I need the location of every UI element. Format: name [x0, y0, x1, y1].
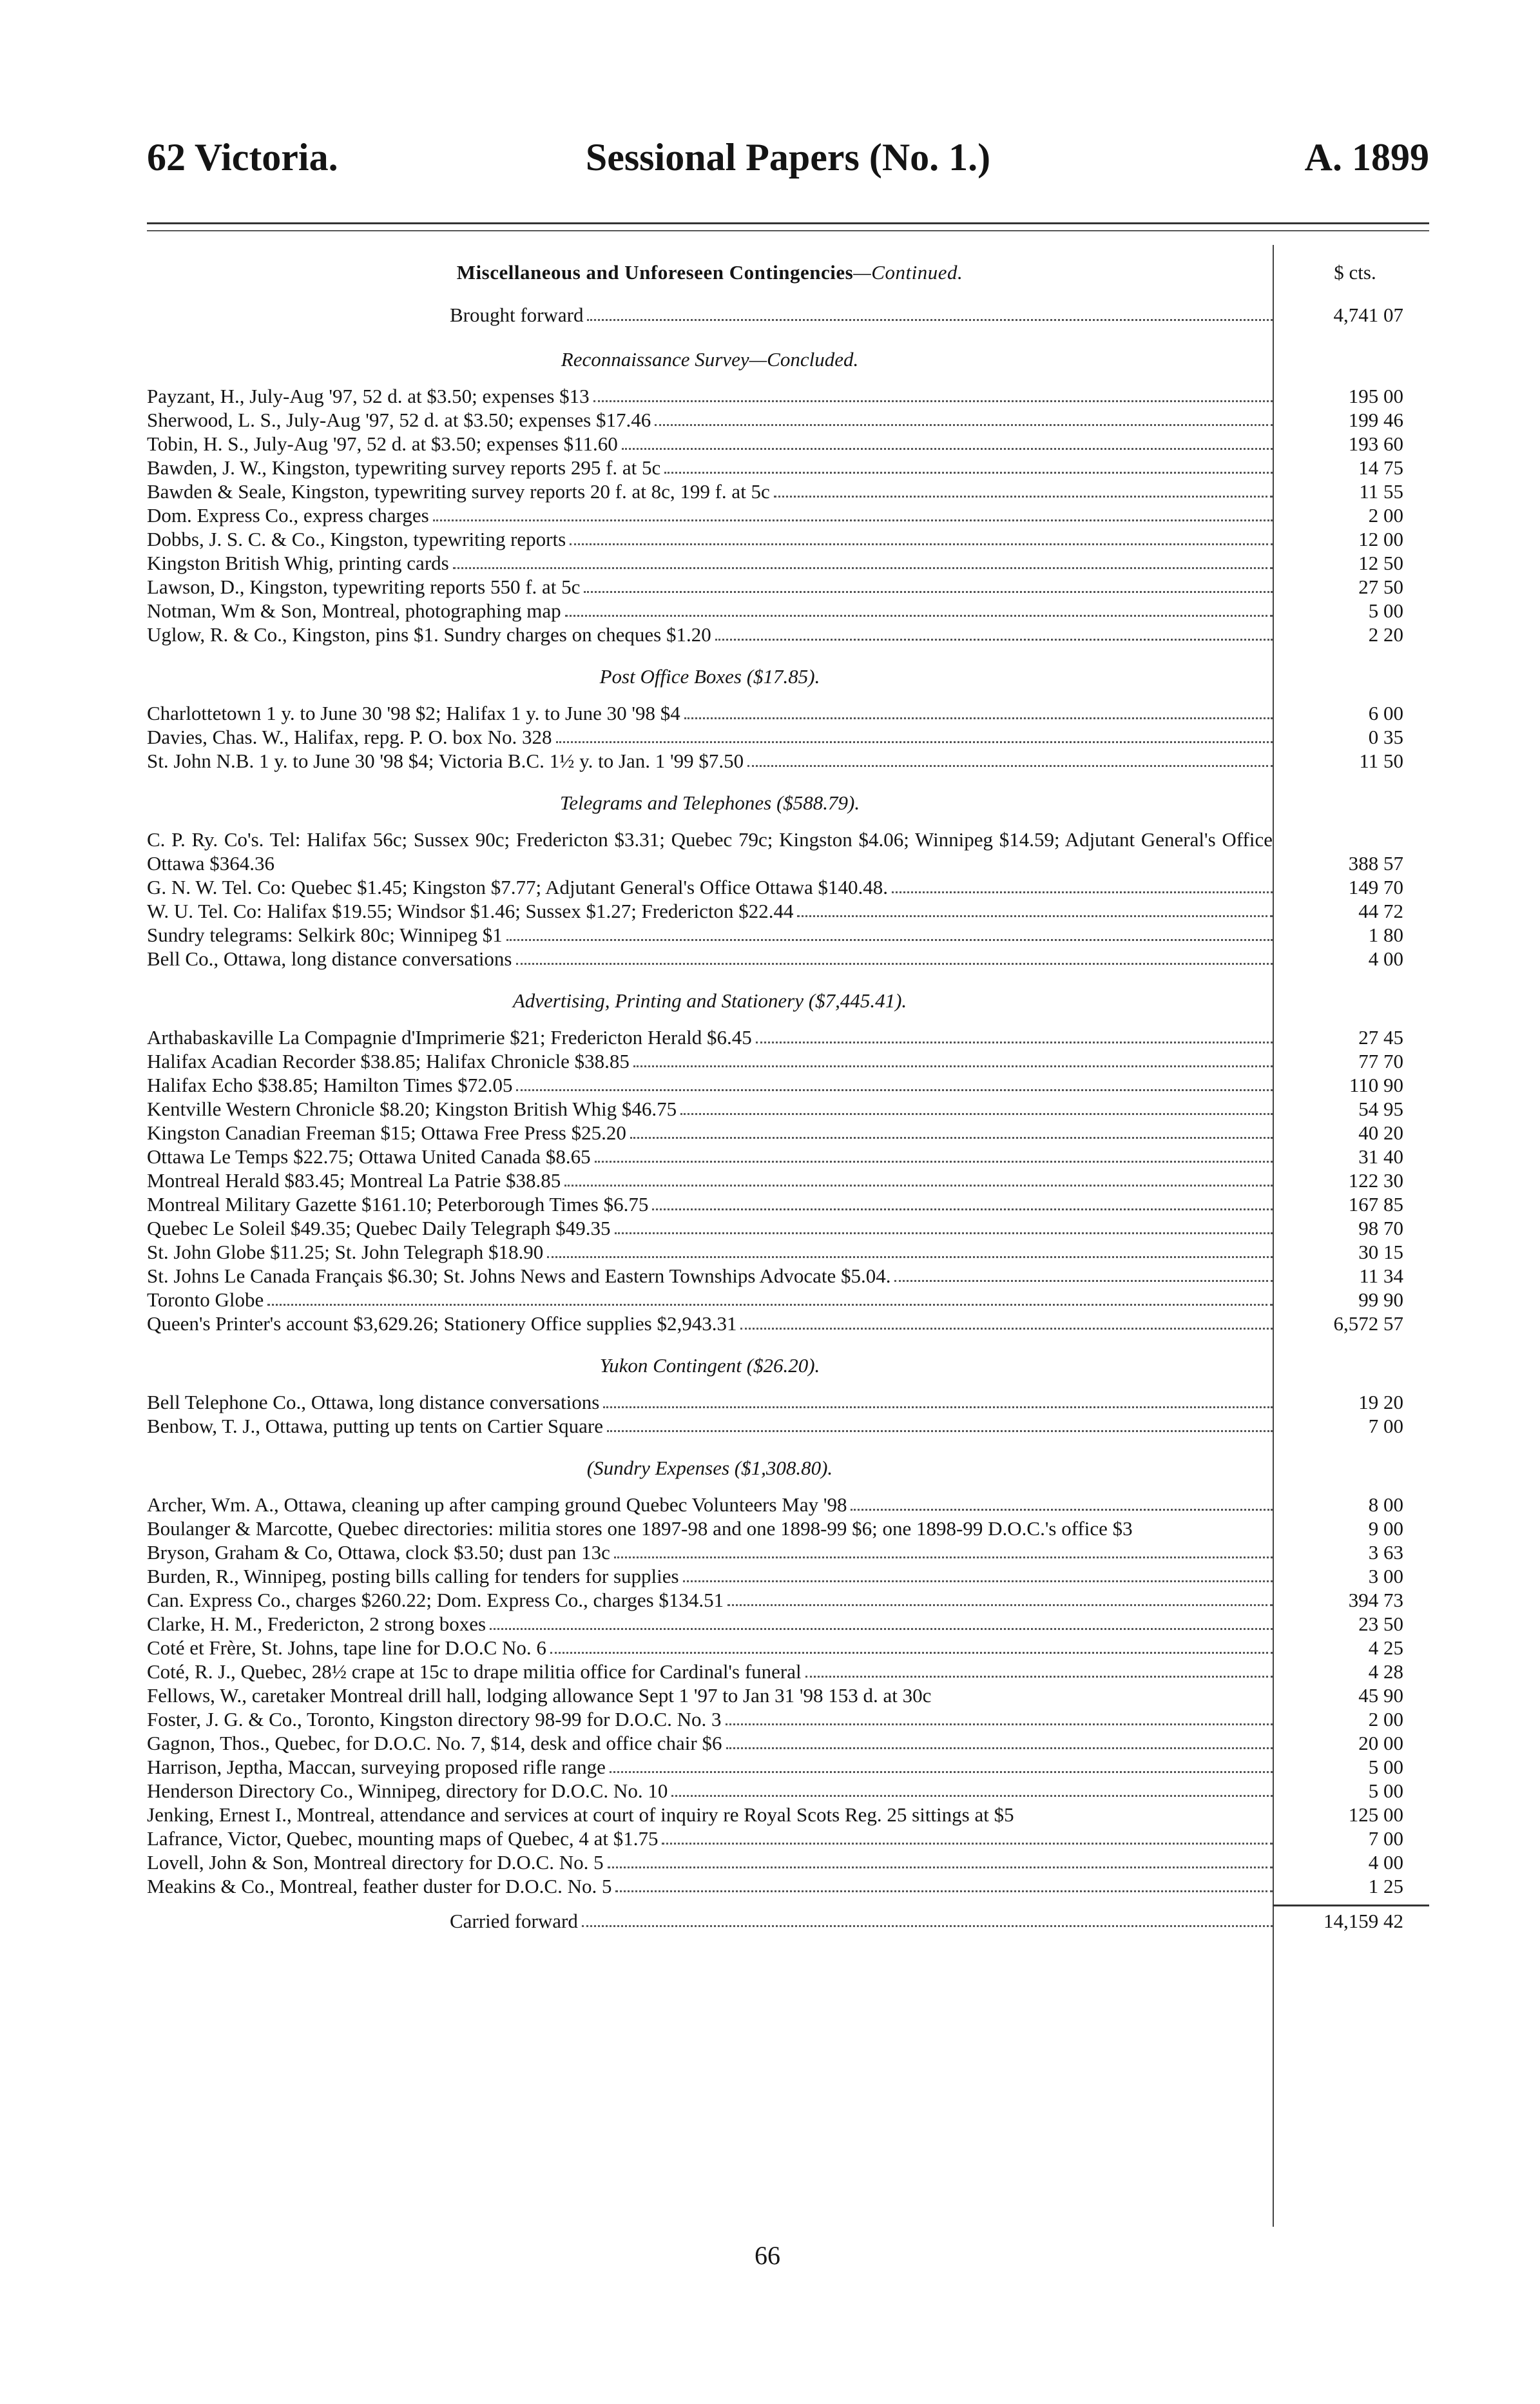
entry-description: Halifax Echo $38.85; Hamilton Times $72.05	[147, 1074, 513, 1096]
entry-description: G. N. W. Tel. Co: Quebec $1.45; Kingston $7.77; Adjutant General's Office Ottawa $140.48.	[147, 876, 888, 898]
dot-leader	[652, 1208, 1273, 1210]
entry-row	[147, 947, 1429, 971]
dot-leader	[565, 615, 1273, 617]
entry-description: Coté et Frère, St. Johns, tape line for D.O.C No. 6	[147, 1636, 546, 1659]
column-header-unit: $ cts.	[1334, 261, 1376, 284]
entry-row	[147, 599, 1429, 623]
page-header	[147, 135, 1429, 180]
entry-amount: 12 50	[1358, 552, 1403, 574]
entry-amount: 193 60	[1348, 432, 1403, 455]
entry-amount: 31 40	[1358, 1145, 1403, 1168]
entry-row	[147, 1803, 1429, 1827]
entry-description: W. U. Tel. Co: Halifax $19.55; Windsor $1.46; Sussex $1.27; Fredericton $22.44	[147, 900, 794, 922]
entry-row	[147, 1240, 1429, 1264]
entry-row	[147, 1390, 1429, 1414]
entry-row	[147, 527, 1429, 551]
entry-row	[147, 1414, 1429, 1438]
entry-row	[147, 1612, 1429, 1636]
dot-leader	[671, 1795, 1273, 1797]
entry-description: Lafrance, Victor, Quebec, mounting maps of Quebec, 4 at $1.75	[147, 1827, 659, 1850]
entry-description: C. P. Ry. Co's. Tel: Halifax 56c; Sussex 90c; Fredericton $3.31; Quebec 79c; Kingston $4.06; Winnipeg $14.59; Adjutant General's Office Ottawa $364.36	[147, 828, 1273, 875]
entry-description: St. John N.B. 1 y. to June 30 '98 $4; Victoria B.C. 1½ y. to Jan. 1 '99 $7.50	[147, 750, 744, 772]
entry-description: Davies, Chas. W., Halifax, repg. P. O. box No. 328	[147, 726, 552, 748]
entry-row	[147, 1588, 1429, 1612]
entry-row	[147, 1731, 1429, 1755]
entry-amount: 4 25	[1368, 1636, 1403, 1659]
entry-row	[147, 1683, 1429, 1707]
dot-leader	[740, 1328, 1273, 1330]
entry-amount: 44 72	[1358, 900, 1403, 922]
column-header	[147, 261, 1429, 293]
entry-row	[147, 1025, 1429, 1049]
header-rule	[147, 222, 1429, 224]
entry-description: Lovell, John & Son, Montreal directory for D.O.C. No. 5	[147, 1851, 604, 1874]
entry-description: St. John Globe $11.25; St. John Telegraph $18.90	[147, 1241, 544, 1263]
dot-leader	[516, 963, 1273, 965]
dot-leader	[490, 1628, 1273, 1630]
spacer	[147, 1898, 1429, 1905]
entry-amount: 5 00	[1368, 1756, 1403, 1778]
header-center: Sessional Papers (No. 1.)	[585, 136, 991, 179]
carried-forward-label: Carried forward	[450, 1910, 578, 1932]
entry-amount: 3 00	[1368, 1565, 1403, 1587]
entry-description: Quebec Le Soleil $49.35; Quebec Daily Telegraph $49.35	[147, 1217, 611, 1239]
brought-forward-label: Brought forward	[450, 304, 584, 326]
entry-amount: 1 25	[1368, 1875, 1403, 1897]
column-header-title	[147, 261, 1273, 284]
entry-amount: 394 73	[1348, 1589, 1403, 1611]
entry-amount: 2 00	[1368, 1708, 1403, 1730]
dot-leader	[662, 1843, 1273, 1845]
dot-leader	[614, 1556, 1273, 1558]
dot-leader	[570, 543, 1273, 545]
entry-row	[147, 480, 1429, 503]
dot-leader	[756, 1042, 1273, 1043]
entry-row	[147, 1049, 1429, 1073]
dot-leader	[851, 1509, 1273, 1511]
entry-description: Kentville Western Chronicle $8.20; Kingston British Whig $46.75	[147, 1098, 677, 1120]
entry-amount: 5 00	[1368, 599, 1403, 622]
dot-leader	[516, 1089, 1273, 1091]
entry-row	[147, 1540, 1429, 1564]
entry-row	[147, 923, 1429, 947]
entry-amount: 3 63	[1368, 1541, 1403, 1564]
entry-amount: 122 30	[1348, 1169, 1403, 1192]
entry-description: Archer, Wm. A., Ottawa, cleaning up after camping ground Quebec Volunteers May '98	[147, 1493, 847, 1516]
dot-leader	[630, 1137, 1273, 1139]
entry-amount: 23 50	[1358, 1613, 1403, 1635]
entry-row	[147, 701, 1429, 725]
entry-amount: 77 70	[1358, 1050, 1403, 1072]
entry-row	[147, 432, 1429, 456]
entry-description: Bell Telephone Co., Ottawa, long distance conversations	[147, 1391, 600, 1413]
brought-forward-amount: 4,741 07	[1333, 304, 1403, 326]
entry-description: Dobbs, J. S. C. & Co., Kingston, typewriting reports	[147, 528, 566, 550]
entry-row	[147, 1097, 1429, 1121]
entry-description: Gagnon, Thos., Quebec, for D.O.C. No. 7, $14, desk and office chair $6	[147, 1732, 722, 1754]
section-heading: Advertising, Printing and Stationery ($7,445.41).	[512, 989, 907, 1012]
entry-amount: 7 00	[1368, 1827, 1403, 1850]
dot-leader	[433, 519, 1273, 521]
entry-description: Can. Express Co., charges $260.22; Dom. Express Co., charges $134.51	[147, 1589, 724, 1611]
dot-leader	[615, 1890, 1273, 1892]
entry-row	[147, 828, 1429, 875]
dot-leader	[564, 1185, 1273, 1187]
column-title-text: Miscellaneous and Unforeseen Contingencies	[456, 261, 854, 284]
entry-amount: 4 28	[1368, 1660, 1403, 1683]
dot-leader	[584, 591, 1273, 593]
entry-amount: 6 00	[1368, 702, 1403, 724]
entry-row	[147, 1707, 1429, 1731]
carried-forward-amount: 14,159 42	[1273, 1905, 1429, 1933]
entry-amount: 40 20	[1358, 1121, 1403, 1144]
entry-amount: 11 50	[1359, 750, 1403, 772]
dot-leader	[622, 448, 1273, 450]
entry-row	[147, 503, 1429, 527]
entry-amount: 195 00	[1348, 385, 1403, 407]
entry-amount: 14 75	[1358, 456, 1403, 479]
entry-description: Bryson, Graham & Co, Ottawa, clock $3.50; dust pan 13c	[147, 1541, 610, 1564]
dot-leader	[726, 1723, 1273, 1725]
dot-leader	[453, 567, 1273, 569]
dot-leader	[608, 1866, 1273, 1868]
header-left: 62 Victoria.	[147, 136, 338, 179]
entry-row	[147, 1168, 1429, 1192]
entry-row	[147, 551, 1429, 575]
dot-leader	[715, 639, 1273, 641]
entry-row	[147, 1264, 1429, 1288]
entry-description: Uglow, R. & Co., Kingston, pins $1. Sundry charges on cheques $1.20	[147, 623, 711, 646]
header-right: A. 1899	[1304, 136, 1429, 179]
entry-description: Fellows, W., caretaker Montreal drill hall, lodging allowance Sept 1 '97 to Jan 31 '98 153 d. at 30c	[147, 1684, 932, 1707]
entry-description: Montreal Herald $83.45; Montreal La Patrie $38.85	[147, 1169, 561, 1192]
entry-amount: 30 15	[1358, 1241, 1403, 1263]
entry-description: Burden, R., Winnipeg, posting bills calling for tenders for supplies	[147, 1565, 679, 1587]
entry-amount: 167 85	[1348, 1193, 1403, 1216]
entry-amount: 54 95	[1358, 1098, 1403, 1120]
dot-leader	[595, 1161, 1273, 1163]
entry-description: Boulanger & Marcotte, Quebec directories: militia stores one 1897-98 and one 1898-99 $6; one 1898-99 D.O.C.'s office $3	[147, 1517, 1133, 1540]
entry-amount: 6,572 57	[1333, 1312, 1403, 1335]
section-heading: Reconnaissance Survey—Concluded.	[561, 348, 859, 371]
dot-leader	[664, 472, 1273, 474]
dot-leader	[587, 319, 1273, 321]
entry-description: Ottawa Le Temps $22.75; Ottawa United Canada $8.65	[147, 1145, 591, 1168]
dot-leader	[726, 1747, 1273, 1749]
entry-amount: 110 90	[1349, 1074, 1403, 1096]
column-title-suffix: —Continued.	[853, 261, 963, 284]
entry-description: Sherwood, L. S., July-Aug '97, 52 d. at $3.50; expenses $17.46	[147, 409, 651, 431]
entry-description: Queen's Printer's account $3,629.26; Stationery Office supplies $2,943.31	[147, 1312, 737, 1335]
entry-description: Montreal Military Gazette $161.10; Peterborough Times $6.75	[147, 1193, 649, 1216]
dot-leader	[894, 1280, 1273, 1282]
dot-leader	[593, 400, 1273, 402]
header-rule-secondary	[147, 230, 1429, 231]
entry-amount: 19 20	[1358, 1391, 1403, 1413]
sections-container	[147, 327, 1429, 1898]
dot-leader	[607, 1430, 1273, 1432]
entry-description: Notman, Wm & Son, Montreal, photographing map	[147, 599, 561, 622]
entry-description: Kingston British Whig, printing cards	[147, 552, 449, 574]
entry-amount: 98 70	[1358, 1217, 1403, 1239]
dot-leader	[633, 1065, 1273, 1067]
dot-leader	[684, 717, 1273, 719]
entry-row	[147, 1779, 1429, 1803]
entry-description: Coté, R. J., Quebec, 28½ crape at 15c to drape militia office for Cardinal's funeral	[147, 1660, 802, 1683]
section-heading: Yukon Contingent ($26.20).	[599, 1354, 820, 1377]
entry-row	[147, 1827, 1429, 1850]
dot-leader	[727, 1604, 1273, 1606]
dot-leader	[615, 1232, 1273, 1234]
entry-description: Lawson, D., Kingston, typewriting reports 550 f. at 5c	[147, 576, 581, 598]
entry-row	[147, 899, 1429, 923]
section-heading: (Sundry Expenses ($1,308.80).	[586, 1457, 833, 1479]
entry-amount: 125 00	[1348, 1803, 1403, 1826]
entry-amount: 0 35	[1368, 726, 1403, 748]
entry-row	[147, 623, 1429, 646]
entry-amount: 11 34	[1359, 1265, 1403, 1287]
entry-amount: 7 00	[1368, 1415, 1403, 1437]
dot-leader	[603, 1406, 1273, 1408]
entry-row	[147, 1288, 1429, 1312]
entry-amount: 388 57	[1348, 852, 1403, 875]
entry-row	[147, 384, 1429, 408]
dot-leader	[267, 1304, 1273, 1306]
entry-description: Payzant, H., July-Aug '97, 52 d. at $3.50; expenses $13	[147, 385, 590, 407]
entry-amount: 99 90	[1358, 1288, 1403, 1311]
entry-amount: 9 00	[1368, 1517, 1403, 1540]
entry-description: St. Johns Le Canada Français $6.30; St. Johns News and Eastern Townships Advocate $5.04.	[147, 1265, 891, 1287]
page-number: 66	[755, 2241, 780, 2270]
entry-row	[147, 1216, 1429, 1240]
dot-leader	[747, 765, 1273, 767]
dot-leader	[680, 1113, 1273, 1115]
entry-amount: 27 50	[1358, 576, 1403, 598]
entry-description: Dom. Express Co., express charges	[147, 504, 429, 527]
entry-description: Meakins & Co., Montreal, feather duster for D.O.C. No. 5	[147, 1875, 612, 1897]
entry-amount: 149 70	[1348, 876, 1403, 898]
entry-amount: 12 00	[1358, 528, 1403, 550]
entry-amount: 8 00	[1368, 1493, 1403, 1516]
entry-row	[147, 456, 1429, 480]
entry-amount: 4 00	[1368, 1851, 1403, 1874]
entry-row	[147, 575, 1429, 599]
entry-amount: 5 00	[1368, 1779, 1403, 1802]
entry-row	[147, 1636, 1429, 1660]
section-heading: Telegrams and Telephones ($588.79).	[559, 791, 860, 814]
brought-forward-row	[147, 303, 1429, 327]
entry-description: Sundry telegrams: Selkirk 80c; Winnipeg $1	[147, 924, 503, 946]
dot-leader	[797, 915, 1273, 917]
entry-row	[147, 1145, 1429, 1168]
dot-leader	[506, 939, 1273, 941]
dot-leader	[683, 1580, 1273, 1582]
entry-description: Kingston Canadian Freeman $15; Ottawa Free Press $25.20	[147, 1121, 626, 1144]
dot-leader	[655, 424, 1273, 426]
entry-amount: 11 55	[1359, 480, 1403, 503]
dot-leader	[892, 891, 1273, 893]
dot-leader	[556, 741, 1273, 743]
entry-row	[147, 1192, 1429, 1216]
entry-description: Clarke, H. M., Fredericton, 2 strong boxes	[147, 1613, 486, 1635]
section-heading: Post Office Boxes ($17.85).	[599, 665, 820, 688]
entry-description: Bawden & Seale, Kingston, typewriting survey reports 20 f. at 8c, 199 f. at 5c	[147, 480, 770, 503]
entry-row	[147, 725, 1429, 749]
ledger-content	[147, 303, 1429, 1933]
entry-row	[147, 875, 1429, 899]
entry-row	[147, 1493, 1429, 1517]
entry-row	[147, 1312, 1429, 1335]
entry-row	[147, 408, 1429, 432]
entry-description: Arthabaskaville La Compagnie d'Imprimerie $21; Fredericton Herald $6.45	[147, 1026, 752, 1049]
dot-leader	[774, 496, 1273, 498]
entry-row	[147, 1755, 1429, 1779]
entry-amount: 199 46	[1348, 409, 1403, 431]
dot-leader	[582, 1925, 1273, 1927]
entry-description: Tobin, H. S., July-Aug '97, 52 d. at $3.50; expenses $11.60	[147, 432, 618, 455]
entry-amount: 4 00	[1368, 947, 1403, 970]
dot-leader	[547, 1256, 1273, 1258]
entry-row	[147, 1564, 1429, 1588]
entry-description: Benbow, T. J., Ottawa, putting up tents on Cartier Square	[147, 1415, 604, 1437]
dot-leader	[610, 1771, 1273, 1773]
entry-description: Toronto Globe	[147, 1288, 264, 1311]
entry-description: Harrison, Jeptha, Maccan, surveying proposed rifle range	[147, 1756, 606, 1778]
entry-row	[147, 1121, 1429, 1145]
entry-amount: 27 45	[1358, 1026, 1403, 1049]
entry-amount: 2 00	[1368, 504, 1403, 527]
entry-row	[147, 1660, 1429, 1683]
entry-amount: 2 20	[1368, 623, 1403, 646]
entry-row	[147, 749, 1429, 773]
entry-amount: 45 90	[1358, 1684, 1403, 1707]
entry-row	[147, 1850, 1429, 1874]
entry-description: Jenking, Ernest I., Montreal, attendance and services at court of inquiry re Royal Scots Reg. 25 sittings at $5	[147, 1803, 1014, 1826]
entry-description: Charlottetown 1 y. to June 30 '98 $2; Halifax 1 y. to June 30 '98 $4	[147, 702, 680, 724]
entry-row	[147, 1517, 1429, 1540]
entry-amount: 20 00	[1358, 1732, 1403, 1754]
dot-leader	[550, 1652, 1273, 1654]
entry-description: Foster, J. G. & Co., Toronto, Kingston directory 98-99 for D.O.C. No. 3	[147, 1708, 722, 1730]
carried-forward-row	[147, 1905, 1429, 1933]
entry-description: Bawden, J. W., Kingston, typewriting survey reports 295 f. at 5c	[147, 456, 661, 479]
entry-description: Bell Co., Ottawa, long distance conversations	[147, 947, 512, 970]
entry-description: Halifax Acadian Recorder $38.85; Halifax Chronicle $38.85	[147, 1050, 630, 1072]
entry-amount: 1 80	[1368, 924, 1403, 946]
entry-row	[147, 1874, 1429, 1898]
dot-leader	[805, 1676, 1273, 1678]
entry-description: Henderson Directory Co., Winnipeg, directory for D.O.C. No. 10	[147, 1779, 668, 1802]
entry-row	[147, 1073, 1429, 1097]
